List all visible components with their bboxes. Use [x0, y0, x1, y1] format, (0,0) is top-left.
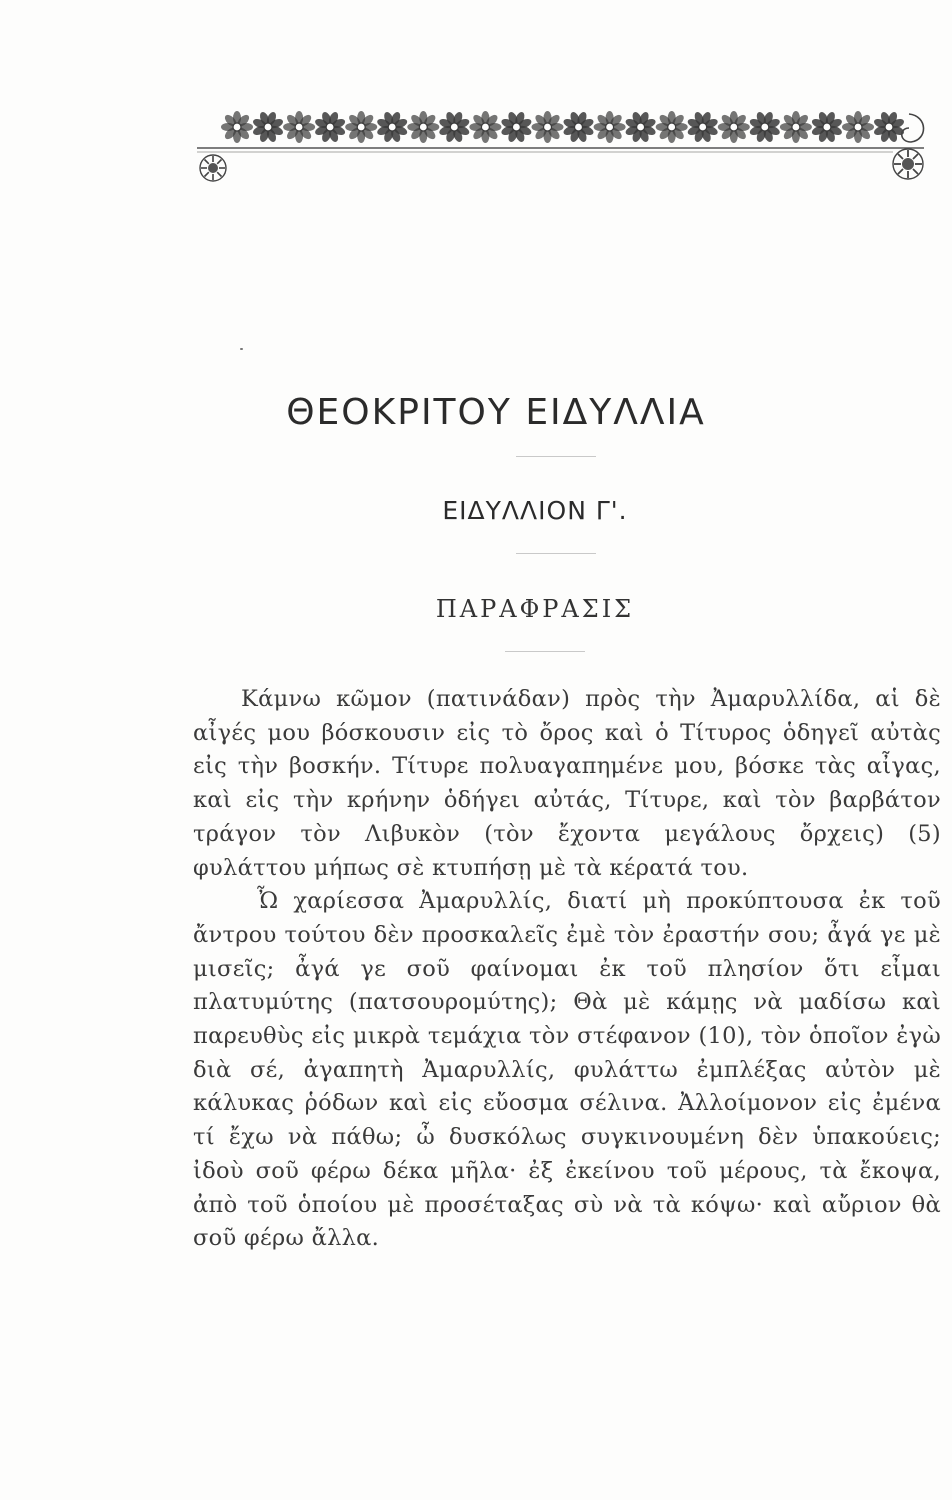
rosette-icon [438, 111, 471, 144]
right-corner-rosette-icon [893, 149, 923, 179]
rosette-icon [345, 111, 377, 143]
paragraph: Κάμνω κῶμον (πατινάδαν) πρὸς τὴν Ἀμαρυλλίδα, αἱ δὲ αἶγές μου βόσκουσιν εἰς τὸ ὄρος καὶ ὁ Τίτυρος ὁδηγεῖ αὐτὰς εἰς τὴν βοσκήν. Τίτυρε πολυαγαπημένε μου, βόσκε τὰς αἶγας, καὶ εἰς τὴν κρήνην ὁδήγει αὐτάς, Τίτυρε, καὶ τὸν βαρβάτον τράγον τὸν Λιβυκὸν (τὸν ἔχοντα μεγάλους ὄρχεις) (5) φυλάττου μήπως σὲ κτυπήσῃ μὲ τὰ κέρατά του. [193, 686, 941, 881]
rosette-icon [283, 111, 315, 143]
rosette-icon [469, 111, 501, 143]
ornamental-header-band [193, 102, 928, 184]
rosette-icon [221, 111, 253, 143]
rosette-icon [748, 111, 781, 144]
rosette-icon [718, 111, 750, 143]
rosette-icon [407, 111, 439, 143]
right-end-scroll-icon [902, 114, 924, 142]
left-corner-rosette-icon [200, 155, 226, 181]
idyll-number-heading: ΕΙΔΥΛΛΙΟΝ Γ'. [442, 496, 628, 525]
rosette-icon [656, 111, 688, 143]
rosette-icon [873, 111, 906, 144]
section-heading: ΠΑΡΑΦΡΑΣΙΣ [435, 595, 635, 623]
paper-speck [240, 348, 243, 350]
section-divider [505, 651, 585, 652]
rosette-icon [594, 111, 626, 143]
book-title: ΘΕΟΚΡΙΤΟΥ ΕΙΔΥΛΛΙΑ [286, 392, 706, 433]
rosette-icon [811, 111, 844, 144]
rosette-icon [532, 111, 564, 143]
rosette-icon [842, 111, 874, 143]
subtitle-divider [516, 553, 596, 554]
rosette-icon [376, 111, 409, 144]
title-divider [516, 456, 596, 457]
rosette-row [221, 111, 905, 144]
rosette-icon [252, 111, 285, 144]
paraphrase-text [193, 683, 941, 1256]
rosette-icon [314, 111, 347, 144]
rosette-icon [562, 111, 595, 144]
paragraph: Ὦ χαρίεσσα Ἀμαρυλλίς, διατί μὴ προκύπτουσα ἐκ τοῦ ἄντρου τούτου δὲν προσκαλεῖς ἐμὲ τὸν ἐραστήν σου; ἆγά γε μὲ μισεῖς; ἆγά γε σοῦ φαίνομαι ἐκ τοῦ πλησίον ὅτι εἶμαι πλατυμύτης (πατσουρομύτης); Θὰ μὲ κάμῃς νὰ μαδίσω καὶ παρευθὺς εἰς μικρὰ τεμάχια τὸν στέφανον (10), τὸν ὁποῖον ἐγὼ διὰ σέ, ἀγαπητὴ Ἀμαρυλλίς, φυλάττω ἐμπλέξας αὐτὸν μὲ κάλυκας ῥόδων καὶ εἰς εὔοσμα σέλινα. Ἀλλοίμονον εἰς ἐμένα τί ἔχω νὰ πάθω; ὦ δυσκόλως συγκινουμένη δὲν ὑπακούεις; ἰδοὺ σοῦ φέρω δέκα μῆλα· ἐξ ἐκείνου τοῦ μέρους, τὰ ἔκοψα, ἀπὸ τοῦ ὁποίου μὲ προσέταξας σὺ νὰ τὰ κόψω· καὶ αὔριον θὰ σοῦ φέρω ἄλλα. [193, 888, 941, 1252]
rosette-icon [780, 111, 812, 143]
rosette-icon [624, 111, 657, 144]
rosette-icon [686, 111, 719, 144]
rosette-icon [500, 111, 533, 144]
